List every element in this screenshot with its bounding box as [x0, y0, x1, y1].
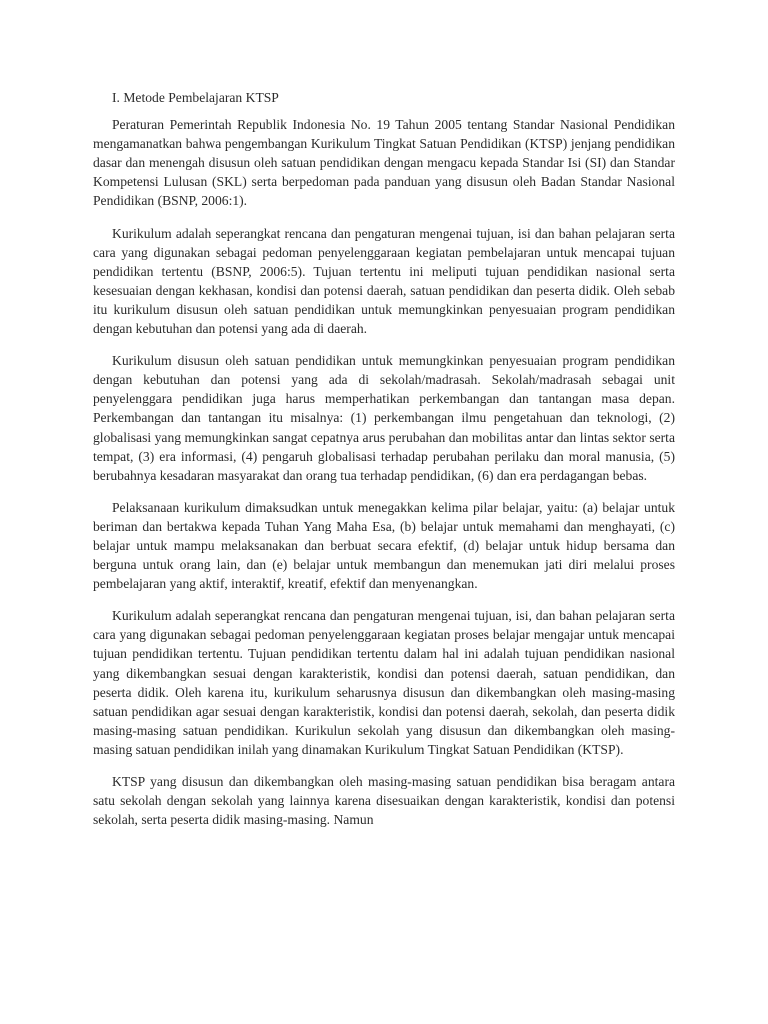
paragraph-6: KTSP yang disusun dan dikembangkan oleh masing-masing satuan pendidikan bisa beragam antara satu sekolah dengan sekolah yang lainnya karena disesuaikan dengan karakteristik, kondisi dan potensi sekolah, serta peserta didik masing-masing. Namun [93, 774, 675, 828]
document-body [93, 88, 675, 842]
paragraph-5: Kurikulum adalah seperangkat rencana dan pengaturan mengenai tujuan, isi, dan bahan pelajaran serta cara yang digunakan sebagai pedoman penyelenggaraan kegiatan proses belajar mengajar untuk mencapai tujuan pendidikan tertentu. Tujuan pendidikan tertentu dalam hal ini adalah tujuan pendidikan nasional yang dikembangkan sesuai dengan karakteristik, kondisi dan potensi daerah, satuan pendidikan, dan peserta didik. Oleh karena itu, kurikulum seharusnya disusun dan dikembangkan oleh masing-masing satuan pendidikan agar sesuai dengan karakteristik, kondisi dan potensi daerah, sekolah, dan peserta didik masing-masing satuan pendidikan. Kurikulun sekolah yang disusun dan dikembangkan oleh masing-masing satuan pendidikan inilah yang dinamakan Kurikulum Tingkat Satuan Pendidikan (KTSP). [93, 608, 675, 757]
paragraph-3: Kurikulum disusun oleh satuan pendidikan untuk memungkinkan penyesuaian program pendidikan dengan kebutuhan dan potensi yang ada di sekolah/madrasah. Sekolah/madrasah sebagai unit penyelenggara pendidikan juga harus memperhatikan perkembangan dan tantangan masa depan. Perkembangan dan tantangan itu misalnya: (1) perkembangan ilmu pengetahuan dan teknologi, (2) globalisasi yang memungkinkan sangat cepatnya arus perubahan dan mobilitas antar dan lintas sektor serta tempat, (3) era informasi, (4) pengaruh globalisasi terhadap perubahan perilaku dan moral manusia, (5) berubahnya kesadaran masyarakat dan orang tua terhadap pendidikan, (6) dan era perdagangan bebas. [93, 353, 675, 483]
paragraph-2: Kurikulum adalah seperangkat rencana dan pengaturan mengenai tujuan, isi dan bahan pelajaran serta cara yang digunakan sebagai pedoman penyelenggaraan kegiatan pembelajaran untuk mencapai tujuan pendidikan tertentu (BSNP, 2006:5). Tujuan tertentu ini meliputi tujuan pendidikan nasional serta kesesuaian dengan kekhasan, kondisi dan potensi daerah, satuan pendidikan dan peserta didik. Oleh sebab itu kurikulum disusun oleh satuan pendidikan untuk memungkinkan penyesuaian program pendidikan dengan kebutuhan dan potensi yang ada di daerah. [93, 225, 675, 337]
paragraph-1: Peraturan Pemerintah Republik Indonesia No. 19 Tahun 2005 tentang Standar Nasional Pendidikan mengamanatkan bahwa pengembangan Kurikulum Tingkat Satuan Pendidikan (KTSP) jenjang pendidikan dasar dan menengah disusun oleh satuan pendidikan dengan mengacu kepada Standar Isi (SI) dan Standar Kompetensi Lulusan (SKL) serta berpedoman pada panduan yang disusun oleh Badan Standar Nasional Pendidikan (BSNP, 2006:1). [93, 117, 675, 209]
section-heading: I. Metode Pembelajaran KTSP [112, 90, 279, 105]
paragraph-4: Pelaksanaan kurikulum dimaksudkan untuk menegakkan kelima pilar belajar, yaitu: (a) belajar untuk beriman dan bertakwa kepada Tuhan Yang Maha Esa, (b) belajar untuk memahami dan menghayati, (c) belajar untuk mampu melaksanakan dan berbuat secara efektif, (d) belajar untuk hidup bersama dan berguna untuk orang lain, dan (e) belajar untuk membangun dan menemukan jati diri melalui proses pembelajaran yang aktif, interaktif, kreatif, efektif dan menyenangkan. [93, 499, 675, 592]
